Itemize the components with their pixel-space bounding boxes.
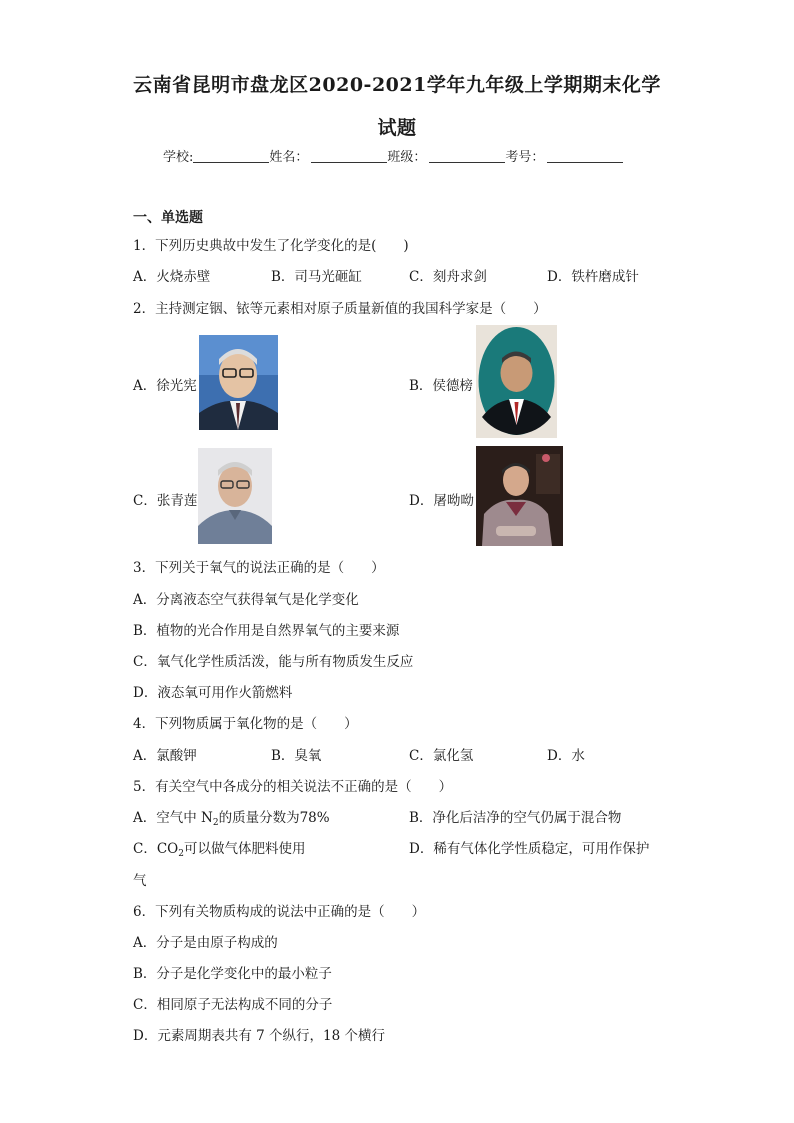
q3-stem: 3．下列关于氧气的说法正确的是（ ） — [133, 560, 385, 576]
q5-option-c-sub: 2 — [178, 849, 184, 859]
q5-option-d-continued: 气 — [133, 873, 147, 889]
q1-option-d: D．铁杵磨成针 — [547, 269, 639, 285]
q2-option-d: D．屠呦呦 — [409, 493, 474, 509]
q1-option-c: C．刻舟求剑 — [409, 269, 487, 285]
q2-stem: 2．主持测定铟、铱等元素相对原子质量新值的我国科学家是（ ） — [133, 301, 547, 317]
q4-option-d: D．水 — [547, 748, 585, 764]
q2-option-c: C．张青莲 — [133, 493, 198, 509]
class-label: 班级： — [387, 150, 427, 165]
exam-title-line2: 试题 — [377, 117, 417, 139]
q6-stem: 6．下列有关物质构成的说法中正确的是（ ） — [133, 904, 426, 920]
q5-option-d: D．稀有气体化学性质稳定，可用作保护 — [409, 841, 650, 857]
name-label: 姓名： — [269, 150, 309, 165]
name-blank[interactable] — [311, 148, 387, 163]
exam-title-line1: 云南省昆明市盘龙区2020-2021学年九年级上学期期末化学 — [133, 74, 661, 96]
number-blank[interactable] — [547, 148, 623, 163]
q4-option-b: B．臭氧 — [271, 748, 322, 764]
school-blank[interactable] — [193, 148, 269, 163]
q3-option-a: A．分离液态空气获得氧气是化学变化 — [133, 592, 359, 608]
q1-option-a: A．火烧赤壁 — [133, 269, 211, 285]
school-label: 学校: — [163, 150, 194, 165]
portrait-c-image — [198, 448, 272, 544]
number-label: 考号： — [505, 150, 545, 165]
q5-option-a-sub: 2 — [212, 818, 219, 828]
q3-option-b: B．植物的光合作用是自然界氧气的主要来源 — [133, 623, 400, 639]
portrait-b-image — [476, 325, 557, 438]
q3-option-d: D．液态氧可用作火箭燃料 — [133, 685, 293, 701]
class-blank[interactable] — [429, 148, 505, 163]
q5-option-b: B．净化后洁净的空气仍属于混合物 — [409, 810, 622, 826]
q5-stem: 5．有关空气中各成分的相关说法不正确的是（ ） — [133, 779, 453, 795]
q5-option-c-post: 可以做气体肥料使用 — [183, 841, 306, 857]
portrait-a-image — [199, 335, 278, 430]
q4-option-a: A．氯酸钾 — [133, 748, 197, 764]
q5-option-a-pre: A．空气中 N — [133, 810, 213, 826]
q2-option-a: A．徐光宪 — [133, 378, 197, 394]
q4-option-c: C．氯化氢 — [409, 748, 474, 764]
section-title: 一、单选题 — [133, 210, 203, 226]
student-info-row — [163, 146, 623, 165]
q6-option-b: B．分子是化学变化中的最小粒子 — [133, 966, 332, 982]
q2-option-b: B．侯德榜 — [409, 378, 473, 394]
q6-option-c: C．相同原子无法构成不同的分子 — [133, 997, 333, 1013]
q3-option-c: C．氧气化学性质活泼，能与所有物质发生反应 — [133, 654, 414, 670]
q5-option-c — [133, 837, 305, 859]
q4-stem: 4．下列物质属于氧化物的是（ ） — [133, 716, 358, 732]
q6-option-a: A．分子是由原子构成的 — [133, 935, 278, 951]
portrait-d-image — [476, 446, 563, 546]
q5-option-a — [133, 806, 330, 828]
q1-stem: 1．下列历史典故中发生了化学变化的是( ) — [133, 238, 409, 254]
q1-option-b: B．司马光砸缸 — [271, 269, 362, 285]
q6-option-d: D．元素周期表共有 7 个纵行，18 个横行 — [133, 1028, 385, 1044]
q5-option-a-post: 的质量分数为78% — [218, 810, 330, 826]
q5-option-c-pre: C．CO — [133, 841, 179, 857]
